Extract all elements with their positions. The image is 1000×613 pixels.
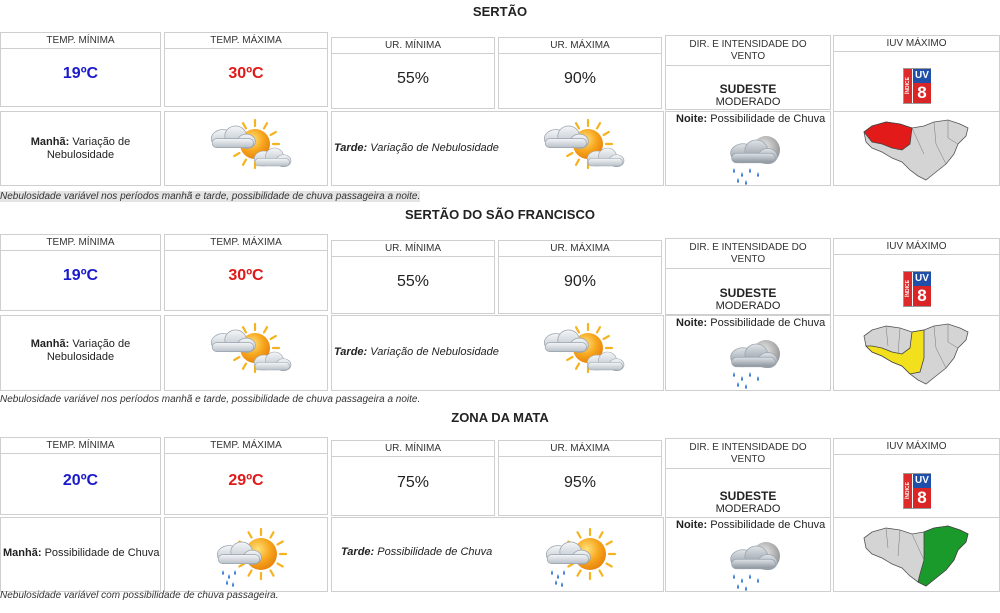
sun-cloud-icon <box>530 322 630 386</box>
ur-min-cell <box>331 240 495 314</box>
temp-max-header: TEMP. MÁXIMA <box>165 235 327 251</box>
wind-header-line2: VENTO <box>730 51 766 62</box>
wind-header-line1: DIR. E INTENSIDADE DO <box>689 442 807 453</box>
wind-direction: SUDESTE <box>719 286 777 300</box>
ur-min-header: UR. MÍNIMA <box>332 441 494 457</box>
region-title: ZONA DA MATA <box>451 410 549 425</box>
temp-max-value: 30ºC <box>228 65 264 82</box>
night-text: Possibilidade de Chuva <box>710 113 826 125</box>
afternoon-label: Tarde: <box>341 546 375 558</box>
uv-side-label: ÍNDICE <box>904 69 912 103</box>
region-map <box>862 520 972 590</box>
afternoon-cell <box>331 111 664 186</box>
region-map <box>862 318 972 388</box>
region-title: SERTÃO <box>472 4 528 19</box>
region-title: SERTÃO DO SÃO FRANCISCO <box>405 207 595 222</box>
temp-max-cell <box>164 32 328 107</box>
wind-cell <box>665 35 831 110</box>
temp-max-value: 30ºC <box>228 267 264 284</box>
sun-cloud-icon <box>197 118 297 182</box>
night-cell <box>665 111 831 186</box>
temp-max-cell <box>164 234 328 311</box>
wind-intensity: MODERADO <box>715 503 781 515</box>
afternoon-text: Variação de Nebulosidade <box>370 346 499 358</box>
forecast-summary: Nebulosidade variável com possibilidade de chuva passageira. <box>0 590 279 601</box>
ur-min-value: 75% <box>396 474 430 491</box>
sun-cloud-icon <box>197 322 297 386</box>
wind-header-line1: DIR. E INTENSIDADE DO <box>689 242 807 253</box>
temp-min-cell <box>0 234 161 311</box>
morning-text-cell <box>0 111 161 186</box>
night-cell <box>665 517 831 592</box>
temp-max-header: TEMP. MÁXIMA <box>165 33 327 49</box>
wind-intensity: MODERADO <box>715 300 781 312</box>
temp-min-header: TEMP. MÍNIMA <box>1 438 160 454</box>
morning-label: Manhã: <box>30 338 70 350</box>
night-forecast <box>676 519 825 531</box>
ur-max-cell <box>498 37 662 109</box>
afternoon-text: Variação de Nebulosidade <box>370 142 499 154</box>
afternoon-forecast <box>334 346 499 358</box>
iuv-cell <box>833 35 1000 112</box>
temp-min-header: TEMP. MÍNIMA <box>1 235 160 251</box>
wind-header <box>666 239 830 269</box>
afternoon-text: Possibilidade de Chuva <box>377 546 493 558</box>
night-forecast <box>676 113 825 125</box>
ur-max-header: UR. MÁXIMA <box>499 241 661 257</box>
morning-label: Manhã: <box>30 136 70 148</box>
wind-header-line2: VENTO <box>730 254 766 265</box>
wind-header-line1: DIR. E INTENSIDADE DO <box>689 39 807 50</box>
ur-min-value: 55% <box>396 273 430 290</box>
ur-max-value: 95% <box>563 474 597 491</box>
night-label: Noite: <box>676 317 708 329</box>
afternoon-label: Tarde: <box>334 142 368 154</box>
ur-max-header: UR. MÁXIMA <box>499 441 661 457</box>
temp-max-header: TEMP. MÁXIMA <box>165 438 327 454</box>
iuv-header: IUV MÁXIMO <box>834 239 999 255</box>
morning-text-a: Possibilidade de Chuva <box>44 547 160 559</box>
iuv-cell <box>833 438 1000 518</box>
wind-cell <box>665 238 831 315</box>
night-label: Noite: <box>676 519 708 531</box>
wind-header <box>666 439 830 469</box>
ur-min-value: 55% <box>396 70 430 87</box>
uv-index-badge <box>903 473 931 509</box>
night-cell <box>665 315 831 391</box>
region-sertao <box>0 0 1000 205</box>
wind-direction: SUDESTE <box>719 82 777 96</box>
wind-header <box>666 36 830 66</box>
temp-max-value: 29ºC <box>228 472 264 489</box>
ur-min-cell <box>331 37 495 109</box>
uv-label: UV <box>913 69 931 83</box>
uv-index-value: 8 <box>913 286 931 306</box>
ur-max-value: 90% <box>563 273 597 290</box>
temp-min-value: 19ºC <box>62 65 99 82</box>
uv-side-label: ÍNDICE <box>904 474 912 508</box>
ur-min-header: UR. MÍNIMA <box>332 241 494 257</box>
night-label: Noite: <box>676 113 708 125</box>
iuv-cell <box>833 238 1000 316</box>
morning-label: Manhã: <box>3 547 42 559</box>
region-sertao-sao-francisco <box>0 204 1000 409</box>
temp-max-cell <box>164 437 328 515</box>
night-forecast <box>676 317 825 329</box>
morning-forecast <box>3 547 160 559</box>
map-cell <box>833 315 1000 391</box>
morning-text-cell <box>0 517 161 592</box>
ur-min-cell <box>331 440 495 516</box>
morning-forecast <box>1 338 160 364</box>
region-map <box>862 114 972 184</box>
night-text: Possibilidade de Chuva <box>710 317 826 329</box>
afternoon-forecast <box>334 142 499 154</box>
morning-icon-cell <box>164 111 328 186</box>
uv-index-badge <box>903 68 931 104</box>
uv-index-value: 8 <box>913 488 931 508</box>
temp-min-header: TEMP. MÍNIMA <box>1 33 160 49</box>
morning-text-cell <box>0 315 161 391</box>
temp-min-cell <box>0 32 161 107</box>
morning-text-a: Variação de <box>72 136 131 148</box>
morning-text-a: Variação de <box>72 338 131 350</box>
morning-icon-cell <box>164 315 328 391</box>
morning-text-b: Nebulosidade <box>46 149 115 161</box>
sun-cloud-rain-icon <box>532 526 632 590</box>
sun-cloud-icon <box>530 118 630 182</box>
afternoon-forecast <box>341 546 492 558</box>
uv-label: UV <box>913 272 931 286</box>
temp-min-cell <box>0 437 161 515</box>
uv-side-label: ÍNDICE <box>904 272 912 306</box>
morning-icon-cell <box>164 517 328 592</box>
ur-max-cell <box>498 240 662 314</box>
temp-min-value: 20ºC <box>62 472 99 489</box>
wind-intensity: MODERADO <box>715 96 781 108</box>
morning-forecast <box>1 136 160 162</box>
ur-min-header: UR. MÍNIMA <box>332 38 494 54</box>
forecast-summary: Nebulosidade variável nos períodos manhã e tarde, possibilidade de chuva passageira a noite. <box>0 394 421 405</box>
map-cell <box>833 111 1000 186</box>
uv-index-value: 8 <box>913 83 931 103</box>
moon-rain-icon <box>722 130 792 186</box>
wind-cell <box>665 438 831 518</box>
ur-max-value: 90% <box>563 70 597 87</box>
wind-direction: SUDESTE <box>719 489 777 503</box>
night-text: Possibilidade de Chuva <box>710 519 826 531</box>
iuv-header: IUV MÁXIMO <box>834 36 999 52</box>
ur-max-cell <box>498 440 662 516</box>
sun-cloud-rain-icon <box>203 526 303 590</box>
afternoon-label: Tarde: <box>334 346 368 358</box>
forecast-summary: Nebulosidade variável nos períodos manhã e tarde, possibilidade de chuva passageira a noite. <box>0 191 421 202</box>
moon-rain-icon <box>722 536 792 592</box>
uv-label: UV <box>913 474 931 488</box>
iuv-header: IUV MÁXIMO <box>834 439 999 455</box>
morning-text-b: Nebulosidade <box>46 351 115 363</box>
map-cell <box>833 517 1000 592</box>
temp-min-value: 19ºC <box>62 267 99 284</box>
wind-header-line2: VENTO <box>730 454 766 465</box>
moon-rain-icon <box>722 334 792 390</box>
region-zona-da-mata <box>0 407 1000 613</box>
uv-index-badge <box>903 271 931 307</box>
afternoon-cell <box>331 517 664 592</box>
ur-max-header: UR. MÁXIMA <box>499 38 661 54</box>
afternoon-cell <box>331 315 664 391</box>
